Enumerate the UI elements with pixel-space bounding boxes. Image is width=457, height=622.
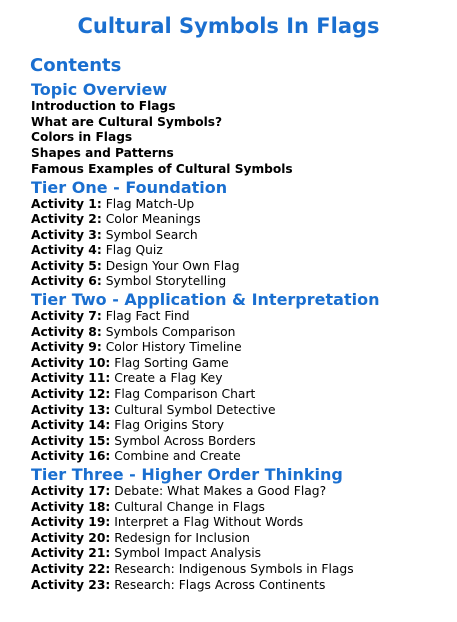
activity-entry	[31, 309, 451, 325]
activity-entry	[31, 578, 451, 594]
activity-number: Activity 13:	[31, 402, 111, 417]
activity-name: Research: Indigenous Symbols in Flags	[114, 561, 354, 576]
activity-name: Symbol Across Borders	[114, 433, 256, 448]
activity-entry	[31, 418, 451, 434]
activity-number: Activity 16:	[31, 449, 111, 464]
activity-entry	[31, 562, 451, 578]
activity-number: Activity 12:	[31, 387, 111, 402]
activity-entry	[31, 274, 451, 290]
activity-number: Activity 11:	[31, 371, 111, 386]
tier-two-list	[31, 309, 451, 465]
activity-entry	[31, 228, 451, 244]
tier-three-list	[31, 484, 451, 593]
activity-entry	[31, 546, 451, 562]
activity-number: Activity 14:	[31, 418, 111, 433]
activity-entry	[31, 356, 451, 372]
activity-name: Design Your Own Flag	[105, 258, 240, 273]
activity-number: Activity 23:	[31, 577, 111, 592]
activity-entry	[31, 197, 451, 213]
tier-one-list	[31, 197, 451, 291]
activity-entry	[31, 531, 451, 547]
activity-number: Activity 6:	[31, 274, 102, 289]
activity-number: Activity 22:	[31, 561, 111, 576]
activity-name: Symbol Search	[105, 227, 198, 242]
activity-name: Flag Match-Up	[105, 196, 195, 211]
section-heading-tier-two: Tier Two - Application & Interpretation	[31, 290, 380, 310]
activity-name: Interpret a Flag Without Words	[114, 515, 304, 530]
activity-number: Activity 5:	[31, 258, 102, 273]
section-heading-tier-three: Tier Three - Higher Order Thinking	[31, 465, 343, 485]
activity-name: Flag Sorting Game	[114, 355, 229, 370]
activity-entry	[31, 371, 451, 387]
activity-number: Activity 3:	[31, 227, 102, 242]
activity-number: Activity 20:	[31, 530, 111, 545]
activity-name: Flag Origins Story	[114, 418, 224, 433]
activity-entry	[31, 212, 451, 228]
section-heading-tier-one: Tier One - Foundation	[31, 177, 228, 197]
activity-number: Activity 2:	[31, 212, 102, 227]
activity-number: Activity 10:	[31, 355, 111, 370]
document-title: Cultural Symbols In Flags	[77, 14, 380, 38]
activity-number: Activity 21:	[31, 546, 111, 561]
activity-entry	[31, 243, 451, 259]
activity-name: Debate: What Makes a Good Flag?	[114, 484, 327, 499]
activity-number: Activity 1:	[31, 196, 102, 211]
activity-number: Activity 9:	[31, 340, 102, 355]
activity-entry	[31, 259, 451, 275]
activity-entry	[31, 449, 451, 465]
activity-number: Activity 4:	[31, 243, 102, 258]
activity-name: Cultural Symbol Detective	[114, 402, 276, 417]
activity-number: Activity 18:	[31, 499, 111, 514]
toc-entry: Famous Examples of Cultural Symbols	[31, 161, 293, 176]
activity-name: Symbol Storytelling	[105, 274, 227, 289]
activity-entry	[31, 403, 451, 419]
section-heading-topic-overview: Topic Overview	[31, 80, 168, 99]
activity-name: Flag Fact Find	[105, 309, 190, 324]
activity-name: Combine and Create	[114, 449, 241, 464]
table-of-contents	[31, 80, 451, 593]
activity-entry	[31, 484, 451, 500]
activity-name: Color History Timeline	[105, 340, 242, 355]
activity-entry	[31, 387, 451, 403]
toc-entry: Introduction to Flags	[31, 99, 176, 113]
activity-number: Activity 19:	[31, 515, 111, 530]
activity-name: Cultural Change in Flags	[114, 499, 265, 514]
activity-name: Redesign for Inclusion	[114, 530, 250, 545]
contents-heading: Contents	[30, 55, 122, 76]
toc-entry: Shapes and Patterns	[31, 146, 174, 161]
activity-number: Activity 8:	[31, 324, 102, 339]
activity-number: Activity 15:	[31, 433, 111, 448]
activity-name: Flag Quiz	[105, 243, 163, 258]
activity-name: Symbols Comparison	[105, 324, 236, 339]
activity-entry	[31, 500, 451, 516]
toc-entry: What are Cultural Symbols?	[31, 114, 223, 129]
activity-name: Create a Flag Key	[114, 371, 223, 386]
activity-entry	[31, 340, 451, 356]
toc-entry: Colors in Flags	[31, 130, 133, 145]
activity-entry	[31, 515, 451, 531]
activity-name: Research: Flags Across Continents	[114, 577, 326, 592]
topic-overview-list	[31, 99, 451, 178]
activity-number: Activity 17:	[31, 484, 111, 499]
activity-number: Activity 7:	[31, 309, 102, 324]
activity-entry	[31, 434, 451, 450]
activity-name: Color Meanings	[105, 212, 201, 227]
activity-name: Symbol Impact Analysis	[114, 546, 262, 561]
activity-name: Flag Comparison Chart	[114, 387, 256, 402]
activity-entry	[31, 325, 451, 341]
